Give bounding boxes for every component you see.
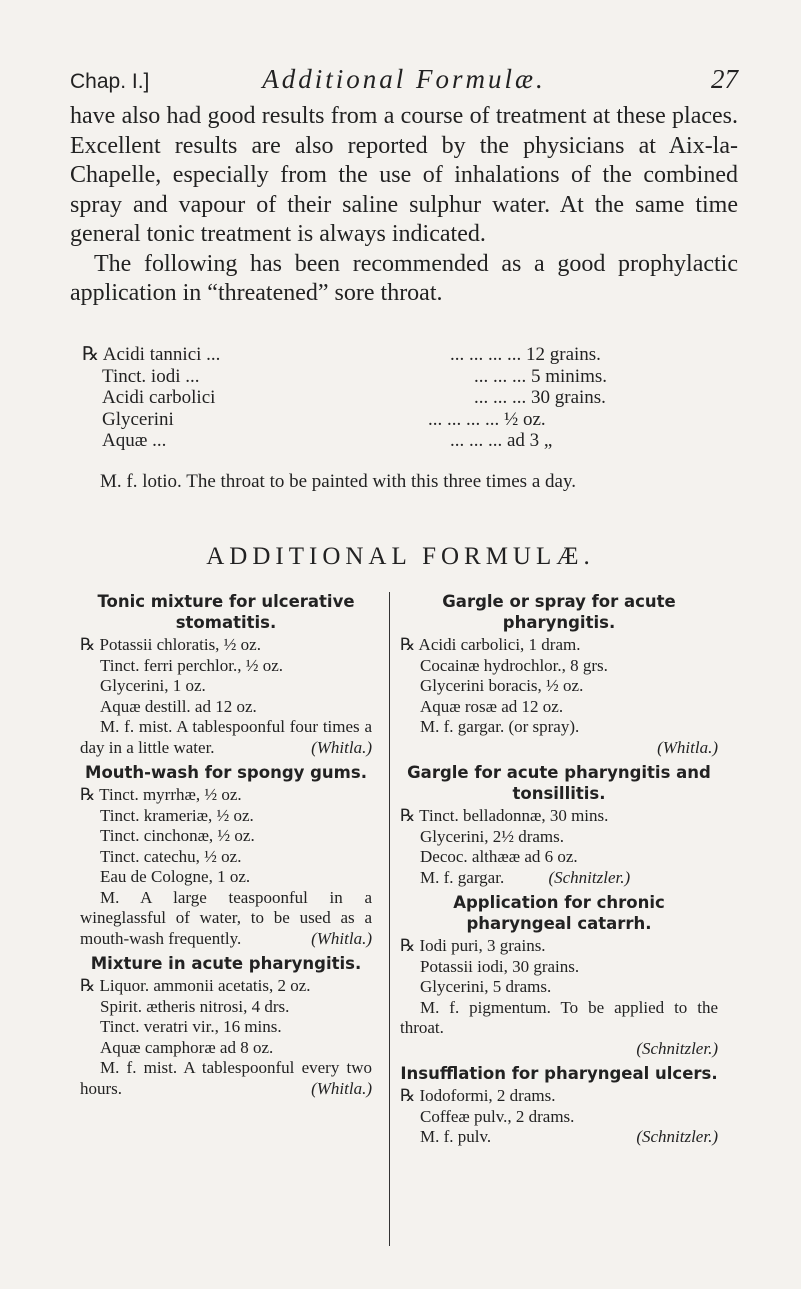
ingredient: ℞ Acidi tannici ... [82, 344, 221, 365]
formula-directions [80, 717, 372, 758]
quantity: ... ... ... 5 minims. [474, 365, 608, 387]
ingredient: Acidi carbolici [102, 387, 216, 408]
prescription-row [82, 387, 738, 409]
formula-title: Insufflation for pharyngeal ulcers. [400, 1064, 718, 1083]
formula-line: Tinct. krameriæ, ½ oz. [100, 805, 254, 825]
formula-title: Mixture in acute pharyngitis. [90, 954, 362, 973]
formula [80, 953, 372, 1099]
formula-line: Potassii iodi, 30 grains. [420, 956, 580, 976]
prescription-table [82, 344, 738, 452]
formula-line: Tinct. ferri perchlor., ½ oz. [100, 655, 284, 675]
formula-directions [400, 1127, 718, 1148]
right-column [400, 591, 718, 1148]
formula-line: Glycerini boracis, ½ oz. [420, 676, 584, 695]
formula-line: Decoc. althææ ad 6 oz. [420, 847, 578, 866]
formula-title: Gargle for acute pharyngitis and tonsillitis. [407, 763, 711, 803]
formula-line: Glycerini, 2½ drams. [420, 826, 564, 846]
directions-text: M. f. mist. A tablespoonful four times a day in a little water. [80, 717, 372, 757]
running-header [70, 62, 738, 98]
formula-line: Spirit. ætheris nitrosi, 4 drs. [100, 996, 290, 1016]
formula-title: Gargle or spray for acute pharyngitis. [442, 592, 676, 632]
formula [80, 591, 372, 758]
formula [80, 762, 372, 949]
formula [400, 591, 718, 758]
formula-title: Mouth-wash for spongy gums. [85, 763, 367, 782]
ingredient: Aquæ ... [102, 430, 167, 451]
formula-line: Cocainæ hydrochlor., 8 grs. [420, 655, 608, 675]
attribution: (Whitla.) [311, 928, 372, 948]
attribution: (Whitla.) [311, 737, 372, 757]
quantity: ... ... ... 30 grains. [474, 387, 606, 408]
formula [400, 892, 718, 1059]
intro-text [70, 102, 738, 309]
formula-line: Aquæ destill. ad 12 oz. [100, 696, 257, 716]
page-number: 27 [711, 64, 738, 94]
column-divider [389, 592, 390, 1246]
formula [400, 762, 718, 888]
attribution: (Schnitzler.) [548, 867, 631, 887]
quantity: ... ... ... ... ½ oz. [428, 408, 546, 430]
left-column [80, 591, 372, 1099]
attribution: (Whitla.) [311, 1078, 372, 1098]
formula-directions: M. f. pigmentum. To be applied to the throat. [400, 997, 718, 1037]
formula-line: ℞ Iodi puri, 3 grains. [400, 936, 546, 955]
formula-line: ℞ Tinct. myrrhæ, ½ oz. [80, 785, 242, 804]
formula-line: Eau de Cologne, 1 oz. [100, 867, 251, 886]
formula-directions [80, 1058, 372, 1099]
formula-line: Glycerini, 1 oz. [100, 676, 206, 695]
formula-directions [400, 868, 718, 889]
formula-line: ℞ Iodoformi, 2 drams. [400, 1086, 556, 1105]
prescription-row [82, 366, 738, 388]
directions-text: M. f. pulv. [420, 1127, 492, 1146]
formula-line: ℞ Tinct. belladonnæ, 30 mins. [400, 806, 609, 825]
intro-paragraph-1: have also had good results from a course of treatment at these places. Excellent results are also reported by the physicians at Aix-la-Chapelle, especially from the use of inhalations of the combined spray and vapour of their saline sulphur water. At the same time general tonic treatment is always indicated. [70, 103, 738, 247]
quantity: ... ... ... ad 3 „ [450, 430, 553, 451]
prescription-row [82, 430, 738, 452]
formula-directions [80, 888, 372, 950]
formula [400, 1063, 718, 1148]
formula-line: Tinct. catechu, ½ oz. [100, 846, 242, 866]
formula-line: Tinct. cinchonæ, ½ oz. [100, 826, 255, 845]
formula-line: ℞ Liquor. ammonii acetatis, 2 oz. [80, 976, 311, 995]
formula-line: ℞ Acidi carbolici, 1 dram. [400, 635, 581, 654]
prescription-row [82, 409, 738, 431]
formula-line: Tinct. veratri vir., 16 mins. [100, 1017, 282, 1036]
chapter-label: Chap. I.] [70, 70, 150, 93]
formula-line: ℞ Potassii chloratis, ½ oz. [80, 635, 261, 654]
directions-text: M. A large teaspoonful in a wineglassful of water, to be used as a mouth-wash frequently. [80, 887, 372, 948]
ingredient: Tinct. iodi ... [102, 365, 200, 387]
directions-text: M. f. gargar. [420, 867, 505, 887]
prescription-row [82, 344, 738, 366]
running-title: Additional Formulæ. [262, 64, 546, 94]
formula-line: Coffeæ pulv., 2 drams. [420, 1106, 575, 1126]
quantity: ... ... ... ... 12 grains. [450, 344, 601, 365]
formula-title: Tonic mixture for ulcerative stomatitis. [97, 592, 355, 632]
formula-line: Aquæ rosæ ad 12 oz. [420, 696, 564, 716]
prescription-directions: M. f. lotio. The throat to be painted with this three times a day. [100, 471, 576, 492]
attribution: (Whitla.) [657, 737, 718, 757]
formula-line: Glycerini, 5 drams. [420, 977, 552, 996]
formula-title: Application for chronic pharyngeal catarrh. [453, 893, 665, 933]
formula-line: Aquæ camphoræ ad 8 oz. [100, 1037, 274, 1057]
attribution: (Schnitzler.) [636, 1038, 718, 1058]
ingredient: Glycerini [102, 408, 174, 430]
attribution: (Schnitzler.) [636, 1127, 718, 1146]
intro-paragraph-2: The following has been recommended as a good prophylactic application in “threatened” sore throat. [70, 250, 738, 306]
section-title: ADDITIONAL FORMULÆ. [206, 543, 595, 570]
directions-text: M. f. mist. A tablespoonful every two hours. [80, 1058, 372, 1098]
formula-directions: M. f. gargar. (or spray). [420, 717, 580, 736]
